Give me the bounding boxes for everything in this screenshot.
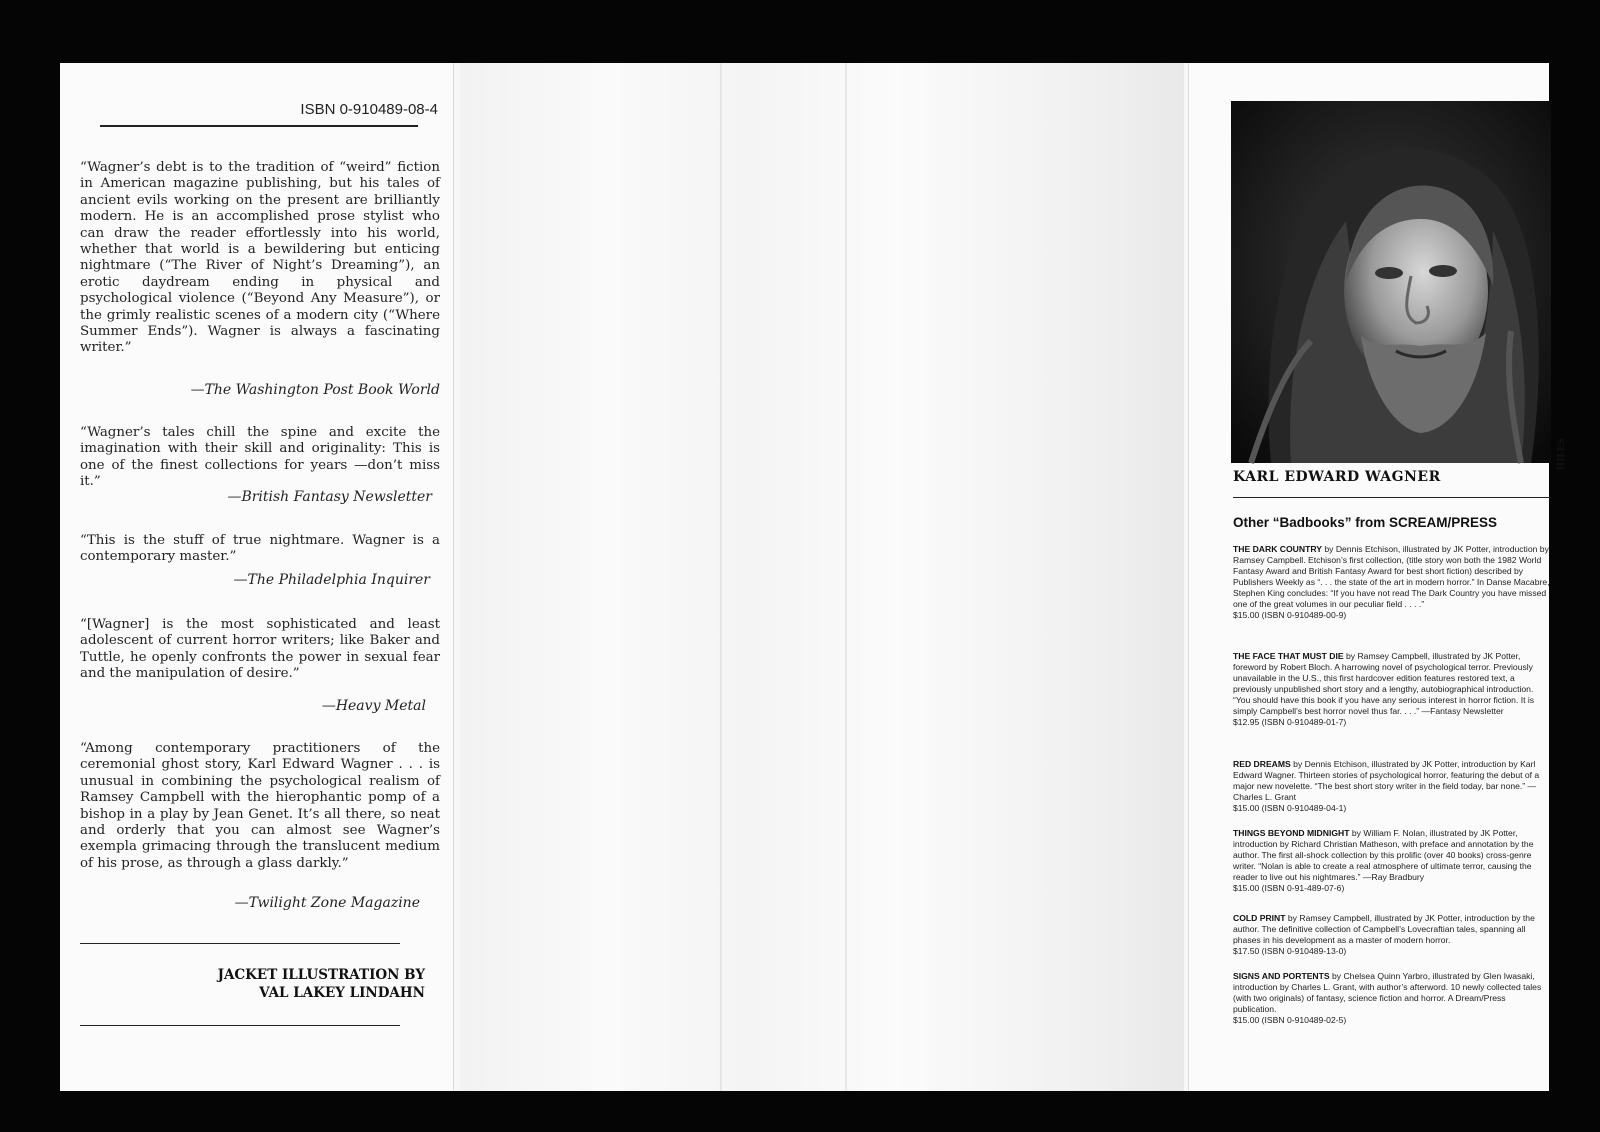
back-flap: [60, 63, 454, 1091]
book-description: by Dennis Etchison, illustrated by JK Potter, introduction by Ramsey Campbell. Etchison’s first collection, (title story won both the 1982 World Fantasy Award and British Fantasy Award for best short fiction) described by Publishers Weekly as “. . . the state of the art in modern horror.” In Danse Macabre, Stephen King concludes: “If you have not read The Dark Country you have missed one of the great volumes in our peculiar field . . . .”: [1233, 544, 1550, 609]
author-portrait-image: [1231, 101, 1551, 463]
book-price: $15.00 (ISBN 0-910489-02-5): [1233, 1015, 1347, 1025]
book-listing: [1233, 651, 1551, 728]
review-quote: “Wagner’s tales chill the spine and excite the imagination with their skill and originality: This is one of the finest collections for years —don’t miss it.”: [80, 425, 440, 490]
book-description: by Ramsey Campbell, illustrated by JK Potter, introduction by the author. The definitive collection of Campbell’s Lovecraftian tales, spanning all phases in his development as a master of modern horror.: [1233, 913, 1535, 945]
review-source: —The Washington Post Book World: [190, 382, 440, 398]
book-title: COLD PRINT: [1233, 913, 1286, 923]
author-photo: [1231, 101, 1551, 463]
book-title: THE DARK COUNTRY: [1233, 544, 1322, 554]
photo-credit: HILES: [1557, 438, 1567, 471]
review-quote: “Among contemporary practitioners of the ceremonial ghost story, Karl Edward Wagner . . . is unusual in combining the psychological realism of Ramsey Campbell with the hierophantic pomp of a bishop in a play by Jean Genet. It’s all there, so neat and orderly that you can almost see Wagner’s exempla grimacing through the translucent medium of his prose, as through a glass darkly.”: [80, 741, 440, 871]
book-listing: [1233, 913, 1551, 957]
book-description: by Chelsea Quinn Yarbro, illustrated by Glen Iwasaki, introduction by Charles L. Grant, with author’s afterword. 10 newly collected tales (with two originals) of fantasy, science fiction and horror. A Dream/Press publication.: [1233, 971, 1542, 1014]
other-books-heading: Other “Badbooks” from SCREAM/PRESS: [1233, 515, 1498, 530]
book-description: by Dennis Etchison, illustrated by JK Potter, introduction by Karl Edward Wagner. Thirteen stories of psychological horror, featuring the debut of a major new novelette. “The best short story writer in the field today, bar none.” —Charles L. Grant: [1233, 759, 1540, 802]
review-quote: “[Wagner] is the most sophisticated and least adolescent of current horror writers; like Baker and Tuttle, he openly confronts the power in sexual fear and the manipulation of desire.”: [80, 617, 440, 682]
fold-line: [845, 63, 847, 1091]
book-price: $15.00 (ISBN 0-91-489-07-6): [1233, 883, 1345, 893]
book-price: $17.50 (ISBN 0-910489-13-0): [1233, 946, 1347, 956]
credit-line: JACKET ILLUSTRATION BY: [217, 967, 425, 983]
credit-line: VAL LAKEY LINDAHN: [259, 985, 425, 1001]
book-listing: [1233, 544, 1551, 621]
credit-bottom-rule: [80, 1025, 400, 1026]
isbn: ISBN 0-910489-08-4: [300, 101, 438, 118]
credit-top-rule: [80, 943, 400, 944]
review-quote: “Wagner’s debt is to the tradition of “weird” fiction in American magazine publishing, but his tales of ancient evils working on the present are brilliantly modern. He is an accomplished prose stylist who can draw the reader effortlessly into his world, whether that world is a bewildering but enticing nightmare (“The River of Night’s Dreaming”), an erotic daydream ending in physical and psychological violence (“Beyond Any Measure”), or the grimly realistic scenes of a modern city (“Where Summer Ends”). Wagner is always a fascinating writer.”: [80, 160, 440, 356]
book-listing: [1233, 759, 1551, 814]
review-source: —Heavy Metal: [321, 698, 426, 714]
book-title: THINGS BEYOND MIDNIGHT: [1233, 828, 1350, 838]
review-quote: “This is the stuff of true nightmare. Wagner is a contemporary master.”: [80, 533, 440, 565]
book-title: THE FACE THAT MUST DIE: [1233, 651, 1344, 661]
review-source: —Twilight Zone Magazine: [234, 895, 420, 911]
book-listing: [1233, 828, 1551, 894]
book-price: $15.00 (ISBN 0-910489-00-9): [1233, 610, 1347, 620]
book-title: RED DREAMS: [1233, 759, 1291, 769]
review-source: —The Philadelphia Inquirer: [233, 572, 430, 588]
book-price: $12.95 (ISBN 0-910489-01-7): [1233, 717, 1347, 727]
fold-line: [720, 63, 722, 1091]
front-flap: [1188, 63, 1567, 1091]
name-rule: [1233, 497, 1551, 498]
jacket-illustration-credit: [80, 966, 425, 1002]
dust-jacket: [60, 63, 1567, 1091]
author-name: KARL EDWARD WAGNER: [1233, 469, 1441, 485]
book-title: SIGNS AND PORTENTS: [1233, 971, 1330, 981]
jacket-inside: [460, 63, 1184, 1091]
book-description: by Ramsey Campbell, illustrated by JK Potter, foreword by Robert Bloch. A harrowing novel of psychological terror. Previously unavailable in the U.S., this first hardcover edition features restored text, a previously unpublished short story and a lengthy, autobiographical introduction. “You should have this book if you have any serious interest in horror fiction. It is simply Campbell’s best horror novel thus far. . . .” —Fantasy Newsletter: [1233, 651, 1535, 716]
isbn-rule: [100, 125, 418, 127]
book-description: by William F. Nolan, illustrated by JK Potter, introduction by Richard Christian Matheson, with preface and annotation by the author. The first all-shock collection by this prolific (over 40 books) cross-genre writer. “Nolan is able to create a real atmosphere of ultimate terror, causing the reader to live out his nightmares.” —Ray Bradbury: [1233, 828, 1534, 882]
review-source: —British Fantasy Newsletter: [227, 489, 432, 505]
book-price: $15.00 (ISBN 0-910489-04-1): [1233, 803, 1347, 813]
book-listing: [1233, 971, 1551, 1026]
